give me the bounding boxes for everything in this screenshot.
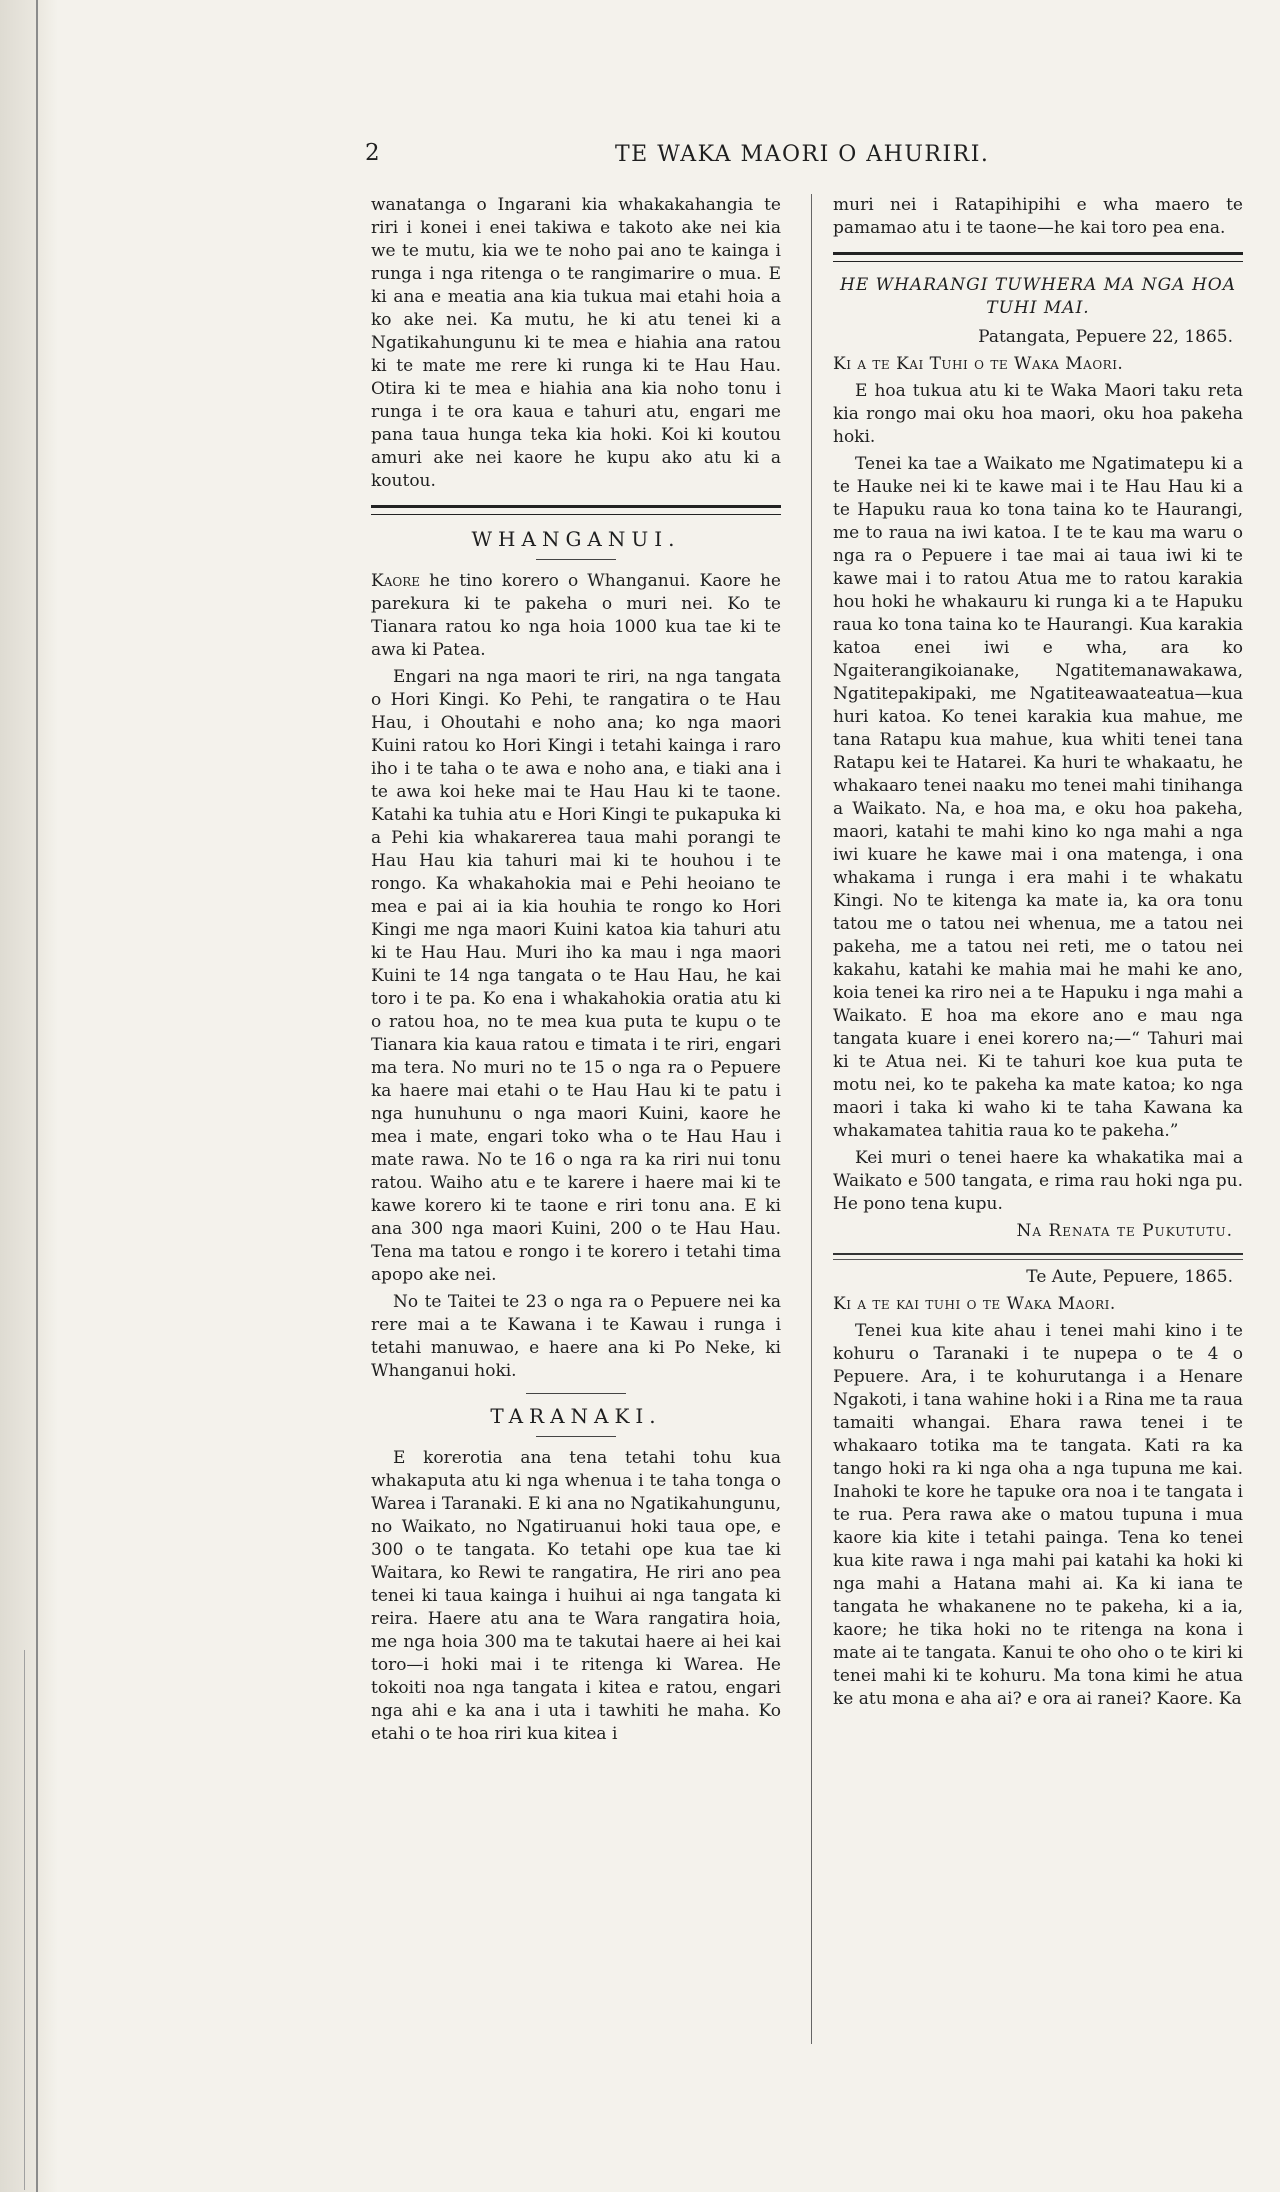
letter1-dateline: Patangata, Pepuere 22, 1865. [978, 327, 1233, 347]
letter1-paragraph-1: E hoa tukua atu ki te Waka Maori taku reta kia rongo mai oku hoa maori, oku hoa pakeha hoki. [833, 381, 1243, 447]
newspaper-title: TE WAKA MAORI O AHURIRI. [615, 142, 990, 167]
letter1-paragraph-3: Kei muri o tenei haere ka whakatika mai a Waikato e 500 tangata, e rima rau hoki nga pu. He pono tena kupu. [833, 1148, 1243, 1214]
taranaki-continuation: muri nei i Ratapihipihi e wha maero te pamamao atu i te taone—he kai toro pea ena. [833, 195, 1243, 238]
lead-word: Kaore [371, 571, 420, 591]
letter2-salutation: Ki a te kai tuhi o te Waka Maori. [833, 1294, 1116, 1314]
left-column [371, 194, 781, 1750]
section-title-whanganui: WHANGANUI. [471, 527, 681, 551]
whanganui-paragraph-2: Engari na nga maori te riri, na nga tangata o Hori Kingi. Ko Pehi, te rangatira o te Hau Hau, i Ohoutahi e noho ana; ko nga maori Kuini ratou ko Hori Kingi i tetahi kainga i raro iho i te taha o te awa e noho ana, e tiaki ana i te awa koi heke mai te Hau Hau ki te taone. Katahi ka tuhia atu e Hori Kingi te pukapuka ki a Pehi kia whakarerea taua mahi porangi te Hau Hau kia tahuri mai ki te houhou i te rongo. Ka whakahokia mai e Pehi heoiano te mea e pai ai ia kia houhia te rongo ko Hori Kingi me nga maori Kuini katoa kia tahuri atu ki te Hau Hau. Muri iho ka mau i nga maori Kuini te 14 nga tangata o te Hau Hau, he kai toro i te pa. Ko ena i whakahokia oratia atu ki o ratou hoa, no te mea kua puta te kupu o te Tianara kia kaua ratou e timata i te riri, engari ma tera. No muri no te 15 o nga ra o Pepuere ka haere mai etahi o te Hau Hau ki te patu i nga hunuhunu o nga maori Kuini, kaore he mea i mate, engari toko wha o te Hau Hau i mate rawa. No te 16 o nga ra ka riri nui tonu ratou. Waiho atu e te karere i haere mai ki te kawe korero ki te taone e riri tonu ana. E ki ana 300 nga maori Kuini, 200 o te Hau Hau. Tena ma tatou e rongo i te korero i tetahi tima apopo ake nei. [371, 667, 781, 1285]
column-divider [811, 194, 812, 2044]
section-rule-light [526, 1393, 626, 1394]
whanganui-paragraph-1-text: he tino korero o Whanganui. Kaore he parekura ki te pakeha o muri nei. Ko te Tianara ratou ko nga hoia 1000 kua tae ki te awa ki Patea. [371, 571, 781, 660]
columns [365, 194, 1265, 2094]
letter1-paragraph-2: Tenei ka tae a Waikato me Ngatimatepu ki a te Hauke nei ki te kawe mai i te Hau Hau ki a te Hapuku raua ko tona taina ko te Haurangi, me to raua na iwi katoa. I te te kau ma waru o nga ra o Pepuere i tae mai ai taua iwi ki te kawe mai i to ratou Atua me to ratou karakia hou hoki he whakauru ki runga ki a te Hapuku raua ko tona taina ko te Haurangi. Kua karakia katoa enei iwi e wha, ara ko Ngaiterangikoianake, Ngatitemanawakawa, Ngatitepakipaki, me Ngatiteawaateatua—kua huri katoa. Ko tenei karakia kua mahue, me tana Ratapu kua mahue, kua whiti tenei tana Ratapu kei te Hatarei. Ka huri te whakaatu, he whakaaro tenei naaku mo tenei mahi tinihanga a Waikato. Na, e hoa ma, e oku hoa pakeha, maori, katahi te mahi kino ko nga mahi a nga iwi kuare he kawe mai i ona matenga, i ona whakama i runga i era mahi i te whakatu Kingi. No te kitenga ka mate ia, ka ora tonu tatou me o tatou nei whenua, me a tatou nei pakeha, me a tatou nei reti, me o tatou nei kakahu, katahi ke mahia mai he mahi ke ano, koia tenei ka riro nei a te Hapuku i nga mahi a Waikato. E hoa ma ekore ano e mau nga tangata kuare i enei korero na;—“ Tahuri mai ki te Atua nei. Ki te tahuri koe kua puta te motu nei, ko te pakeha ka mate katoa; ko nga maori i taka ki waho ki te taha Kawana ka whakamatea tahitia raua ko te pakeha.” [833, 454, 1243, 1141]
page-number: 2 [365, 140, 380, 166]
newspaper-page [365, 140, 1265, 2094]
letter2-paragraph-1: Tenei kua kite ahau i tenei mahi kino i te kohuru o Taranaki i te nupepa o te 4 o Pepuere. Ara, i te kohurutanga i a Henare Ngakoti, i tana wahine hoki i a Rina me ta raua tamaiti whangai. Ehara rawa tenei i te whakaaro totika ma te tangata. Kati ra ka tango hoki ra ki nga oha a nga tupuna me kai. Inahoki te kore he tapuke ora noa i te tangata i te rua. Pera rawa ake o matou tupuna i mua kaore kia kite i tetahi painga. Tena ko tenei kua kite rawa i nga mahi pai katahi ka hoki ki nga mahi a Hatana mahi ai. Ka ki iana te tangata he whakanene no te pakeha, ki a ia, kaore; he tika hoki no te ritenga na kona i mate ai te tangata. Kanui te oho oho o te kiri ki tenei mahi ki te kohuru. Ma tona kimi he atua ke atu mona e aha ai? e ora ai ranei? Kaore. Ka [833, 1321, 1243, 1709]
letter-rule [833, 1253, 1243, 1260]
section-title-letters: HE WHARANGI TUWHERA MA NGA HOA TUHI MAI. [840, 275, 1236, 318]
section-rule [371, 505, 781, 515]
letter1-signature: Na Renata te Pukututu. [1016, 1221, 1233, 1241]
whanganui-paragraph-1 [371, 570, 781, 662]
section-title-taranaki: TARANAKI. [490, 1404, 662, 1428]
letter1-salutation: Ki a te Kai Tuhi o te Waka Maori. [833, 354, 1124, 374]
article-continuation: wanatanga o Ingarani kia whakakahangia te riri i konei i enei takiwa e takoto ake nei kia we te mutu, kia we te noho pai ano te kainga i runga i nga ritenga o te rangimarire o mua. E ki ana e meatia ana kia tukua mai etahi hoia a ko ake nei. Ka mutu, he ki atu tenei ki a Ngatikahungunu ki te mea e hiahia ana ratou ki te mate me rere ki runga ki te Hau Hau. Otira ki te mea e hiahia ana kia noho tonu i runga i te ora kaua e tahuri atu, engari me pana taua hunga teka kia hoki. Koi ki koutou amuri ake nei kaore he kupu ako atu ki a koutou. [371, 195, 781, 491]
scan-edge [0, 0, 58, 2192]
binding-rule [36, 0, 38, 2192]
running-head [365, 140, 1265, 180]
binding-rule-secondary [24, 1650, 25, 2190]
title-rule [536, 1436, 616, 1437]
whanganui-paragraph-3: No te Taitei te 23 o nga ra o Pepuere nei ka rere mai a te Kawana i te Kawau i runga i tetahi manuwao, e haere ana ki Po Neke, ki Whanganui hoki. [371, 1292, 781, 1381]
taranaki-paragraph-1: E korerotia ana tena tetahi tohu kua whakaputa atu ki nga whenua i te taha tonga o Warea i Taranaki. E ki ana no Ngatikahungunu, no Waikato, no Ngatiruanui hoki taua ope, e 300 o te tangata. Ko tetahi ope kua tae ki Waitara, ko Rewi te rangatira, He riri ano pea tenei ki taua kainga i huihui ai nga tangata ki reira. Haere atu ana te Wara rangatira hoia, me nga hoia 300 ma te takutai haere ai hei kai toro—i hoki mai i te ritenga ki Warea. He tokoiti noa nga tangata i kitea e ratou, engari nga ahi e ka ana i uta i tawhiti he maha. Ko etahi o te hoa riri kua kitea i [371, 1448, 781, 1744]
letter2-dateline: Te Aute, Pepuere, 1865. [1026, 1267, 1233, 1287]
section-rule [833, 252, 1243, 262]
right-column [833, 194, 1243, 1715]
title-rule [536, 559, 616, 560]
